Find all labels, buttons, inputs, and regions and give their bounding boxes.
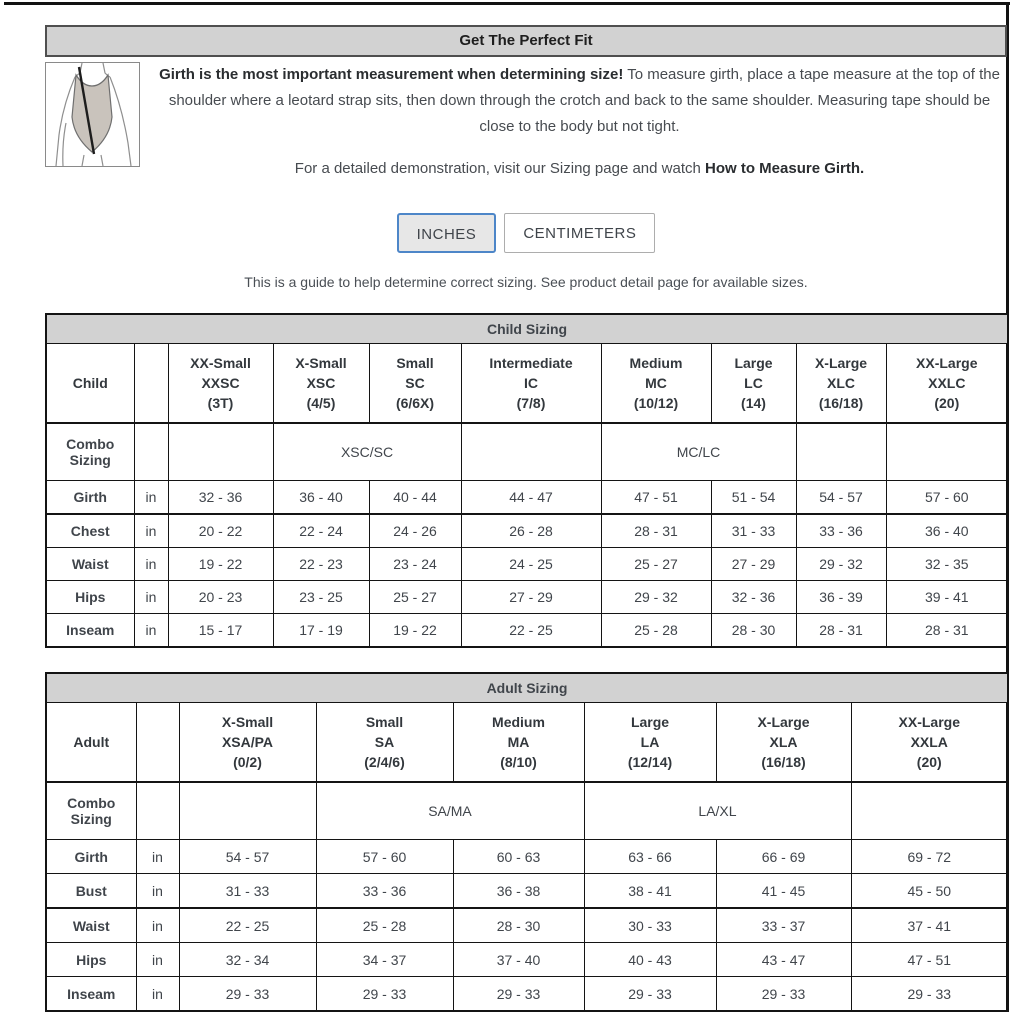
adult-size-header-row bbox=[46, 703, 1008, 783]
cell: 25 - 28 bbox=[601, 614, 711, 648]
girth-paragraph-rest: To measure girth, place a tape measure at the top of the shoulder where a leotard strap sits, then down through the crotch and back to the same shoulder. Measuring tape should be close to the body but not tight. bbox=[168, 66, 1000, 135]
cell: 54 - 57 bbox=[179, 840, 316, 874]
child-col-xlarge: X-Large XLC (16/18) bbox=[796, 344, 886, 424]
child-unit-header bbox=[134, 344, 168, 424]
adult-section-title: Adult Sizing bbox=[46, 673, 1008, 703]
cell: 37 - 40 bbox=[453, 943, 584, 977]
row-label: Inseam bbox=[46, 614, 134, 648]
cell: 19 - 22 bbox=[168, 548, 273, 581]
cell: 25 - 27 bbox=[601, 548, 711, 581]
cell: 24 - 26 bbox=[369, 514, 461, 548]
cell: 27 - 29 bbox=[711, 548, 796, 581]
adult-col-small: Small SA (2/4/6) bbox=[316, 703, 453, 783]
child-row-chest bbox=[46, 514, 1008, 548]
cell: 40 - 44 bbox=[369, 481, 461, 515]
cell: 28 - 30 bbox=[453, 908, 584, 943]
row-label: Waist bbox=[46, 908, 136, 943]
child-header-label: Child bbox=[46, 344, 134, 424]
child-col-large: Large LC (14) bbox=[711, 344, 796, 424]
unit-toggle bbox=[45, 213, 1007, 253]
row-unit: in bbox=[134, 481, 168, 515]
adult-sizing-table bbox=[45, 672, 1009, 1012]
child-combo-row bbox=[46, 423, 1008, 481]
cell: 20 - 22 bbox=[168, 514, 273, 548]
cell: 39 - 41 bbox=[886, 581, 1008, 614]
cell: 22 - 25 bbox=[179, 908, 316, 943]
adult-row-waist bbox=[46, 908, 1008, 943]
cell: 54 - 57 bbox=[796, 481, 886, 515]
row-label: Bust bbox=[46, 874, 136, 909]
adult-row-hips bbox=[46, 943, 1008, 977]
row-unit: in bbox=[134, 548, 168, 581]
cell: 29 - 33 bbox=[453, 977, 584, 1012]
cell: 25 - 27 bbox=[369, 581, 461, 614]
adult-combo-sama: SA/MA bbox=[316, 782, 584, 840]
adult-row-bust bbox=[46, 874, 1008, 909]
cell: 32 - 35 bbox=[886, 548, 1008, 581]
demo-bold: How to Measure Girth. bbox=[705, 160, 865, 177]
child-combo-xscsc: XSC/SC bbox=[273, 423, 461, 481]
cell: 22 - 24 bbox=[273, 514, 369, 548]
cell: 47 - 51 bbox=[601, 481, 711, 515]
intro-section bbox=[45, 62, 1007, 182]
cell: 57 - 60 bbox=[316, 840, 453, 874]
row-label: Girth bbox=[46, 840, 136, 874]
row-label: Hips bbox=[46, 943, 136, 977]
demo-prefix: For a detailed demonstration, visit our Sizing page and watch bbox=[294, 160, 706, 177]
page-title: Get The Perfect Fit bbox=[45, 25, 1007, 57]
child-row-waist bbox=[46, 548, 1008, 581]
inches-button[interactable]: INCHES bbox=[397, 213, 497, 253]
cell: 28 - 30 bbox=[711, 614, 796, 648]
demo-line bbox=[152, 156, 1007, 182]
cell: 29 - 33 bbox=[584, 977, 716, 1012]
cell: 22 - 25 bbox=[461, 614, 601, 648]
cell: 31 - 33 bbox=[179, 874, 316, 909]
cell: 66 - 69 bbox=[716, 840, 851, 874]
girth-paragraph bbox=[152, 62, 1007, 140]
child-row-girth bbox=[46, 481, 1008, 515]
cell: 15 - 17 bbox=[168, 614, 273, 648]
child-col-xxsmall: XX-Small XXSC (3T) bbox=[168, 344, 273, 424]
adult-unit-header bbox=[136, 703, 179, 783]
adult-combo-label: Combo Sizing bbox=[46, 782, 136, 840]
leotard-girth-diagram-icon bbox=[45, 62, 140, 167]
cell: 33 - 37 bbox=[716, 908, 851, 943]
centimeters-button[interactable]: CENTIMETERS bbox=[504, 213, 655, 253]
cell: 60 - 63 bbox=[453, 840, 584, 874]
cell: 40 - 43 bbox=[584, 943, 716, 977]
adult-combo-row bbox=[46, 782, 1008, 840]
cell: 32 - 34 bbox=[179, 943, 316, 977]
cell: 44 - 47 bbox=[461, 481, 601, 515]
cell: 29 - 32 bbox=[796, 548, 886, 581]
cell: 57 - 60 bbox=[886, 481, 1008, 515]
cell: 26 - 28 bbox=[461, 514, 601, 548]
window-top-edge bbox=[4, 2, 1010, 5]
cell: 28 - 31 bbox=[796, 614, 886, 648]
row-label: Hips bbox=[46, 581, 134, 614]
cell: 63 - 66 bbox=[584, 840, 716, 874]
child-col-intermediate: Intermediate IC (7/8) bbox=[461, 344, 601, 424]
row-unit: in bbox=[134, 581, 168, 614]
row-unit: in bbox=[136, 977, 179, 1012]
child-section-title: Child Sizing bbox=[46, 314, 1008, 344]
row-unit: in bbox=[136, 908, 179, 943]
row-label: Inseam bbox=[46, 977, 136, 1012]
cell: 29 - 33 bbox=[716, 977, 851, 1012]
cell: 30 - 33 bbox=[584, 908, 716, 943]
child-row-hips bbox=[46, 581, 1008, 614]
cell: 34 - 37 bbox=[316, 943, 453, 977]
cell: 36 - 40 bbox=[886, 514, 1008, 548]
child-col-small: Small SC (6/6X) bbox=[369, 344, 461, 424]
child-col-xxlarge: XX-Large XXLC (20) bbox=[886, 344, 1008, 424]
child-size-header-row bbox=[46, 344, 1008, 424]
cell: 29 - 32 bbox=[601, 581, 711, 614]
cell: 25 - 28 bbox=[316, 908, 453, 943]
cell: 31 - 33 bbox=[711, 514, 796, 548]
cell: 33 - 36 bbox=[796, 514, 886, 548]
cell: 27 - 29 bbox=[461, 581, 601, 614]
cell: 24 - 25 bbox=[461, 548, 601, 581]
cell: 45 - 50 bbox=[851, 874, 1008, 909]
cell: 36 - 40 bbox=[273, 481, 369, 515]
row-unit: in bbox=[134, 514, 168, 548]
row-unit: in bbox=[136, 943, 179, 977]
cell: 17 - 19 bbox=[273, 614, 369, 648]
sizing-guide-page bbox=[45, 25, 1007, 1012]
cell: 19 - 22 bbox=[369, 614, 461, 648]
intro-text-column bbox=[140, 62, 1007, 182]
adult-col-medium: Medium MA (8/10) bbox=[453, 703, 584, 783]
child-sizing-table bbox=[45, 313, 1009, 648]
child-col-medium: Medium MC (10/12) bbox=[601, 344, 711, 424]
cell: 43 - 47 bbox=[716, 943, 851, 977]
cell: 29 - 33 bbox=[851, 977, 1008, 1012]
cell: 69 - 72 bbox=[851, 840, 1008, 874]
sizing-note: This is a guide to help determine correct sizing. See product detail page for available sizes. bbox=[244, 274, 808, 290]
cell: 29 - 33 bbox=[316, 977, 453, 1012]
row-unit: in bbox=[134, 614, 168, 648]
cell: 36 - 39 bbox=[796, 581, 886, 614]
row-label: Girth bbox=[46, 481, 134, 515]
cell: 37 - 41 bbox=[851, 908, 1008, 943]
adult-col-large: Large LA (12/14) bbox=[584, 703, 716, 783]
row-unit: in bbox=[136, 840, 179, 874]
cell: 51 - 54 bbox=[711, 481, 796, 515]
cell: 29 - 33 bbox=[179, 977, 316, 1012]
cell: 28 - 31 bbox=[886, 614, 1008, 648]
adult-col-xxlarge: XX-Large XXLA (20) bbox=[851, 703, 1008, 783]
adult-row-girth bbox=[46, 840, 1008, 874]
row-label: Chest bbox=[46, 514, 134, 548]
cell: 20 - 23 bbox=[168, 581, 273, 614]
cell: 23 - 24 bbox=[369, 548, 461, 581]
adult-col-xsmall: X-Small XSA/PA (0/2) bbox=[179, 703, 316, 783]
adult-combo-laxl: LA/XL bbox=[584, 782, 851, 840]
cell: 22 - 23 bbox=[273, 548, 369, 581]
child-row-inseam bbox=[46, 614, 1008, 648]
cell: 41 - 45 bbox=[716, 874, 851, 909]
cell: 23 - 25 bbox=[273, 581, 369, 614]
child-combo-mclc: MC/LC bbox=[601, 423, 796, 481]
row-unit: in bbox=[136, 874, 179, 909]
child-col-xsmall: X-Small XSC (4/5) bbox=[273, 344, 369, 424]
adult-row-inseam bbox=[46, 977, 1008, 1012]
cell: 32 - 36 bbox=[168, 481, 273, 515]
girth-paragraph-bold: Girth is the most important measurement when determining size! bbox=[159, 66, 624, 83]
adult-header-label: Adult bbox=[46, 703, 136, 783]
child-section-row bbox=[46, 314, 1008, 344]
adult-section-row bbox=[46, 673, 1008, 703]
adult-col-xlarge: X-Large XLA (16/18) bbox=[716, 703, 851, 783]
cell: 38 - 41 bbox=[584, 874, 716, 909]
cell: 28 - 31 bbox=[601, 514, 711, 548]
cell: 36 - 38 bbox=[453, 874, 584, 909]
child-combo-label: Combo Sizing bbox=[46, 423, 134, 481]
cell: 33 - 36 bbox=[316, 874, 453, 909]
cell: 47 - 51 bbox=[851, 943, 1008, 977]
row-label: Waist bbox=[46, 548, 134, 581]
cell: 32 - 36 bbox=[711, 581, 796, 614]
